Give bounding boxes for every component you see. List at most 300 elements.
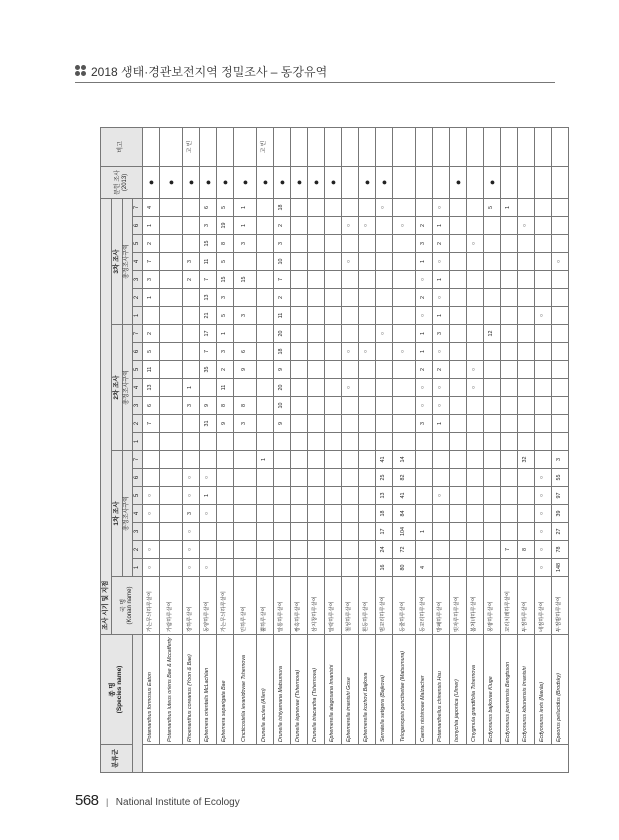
site-value [552,397,569,415]
site-value: 3 [416,415,433,433]
species-name: Cincticostella levanidovae Tshernova [234,635,257,745]
site-value: 84 [393,505,416,523]
site-value [450,271,467,289]
korean-name: 빗자루하루살이 [450,577,467,635]
site-value: 5 [217,198,234,216]
site-value [484,307,501,325]
site-value [200,433,217,451]
remark [359,127,376,166]
site-value [342,559,359,577]
site-value: 8 [217,235,234,253]
species-name: Potamanthellus chinensis Hsu [433,635,450,745]
site-value [535,271,552,289]
site-value: 32 [518,451,535,469]
remark [535,127,552,166]
site-value [450,451,467,469]
site-value [518,361,535,379]
korean-name: 네점하루살이 [535,577,552,635]
site-value [359,559,376,577]
table-row [257,127,274,772]
site-value [552,198,569,216]
site-value: 1 [416,325,433,343]
site-value [325,343,342,361]
col-group-header: 분류군 [101,745,133,773]
remark [416,127,433,166]
site-value [234,523,257,541]
site-value: ○ [183,487,200,505]
site-value [450,487,467,505]
korean-name: 봄처녀하루살이 [467,577,484,635]
footer-organization: National Institute of Ecology [115,797,240,808]
site-value [143,451,160,469]
site-value [200,523,217,541]
species-name: Caenis nishinoae Malzacher [416,635,433,745]
korean-name: 삼지창하루살이 [308,577,325,635]
site-value [274,433,291,451]
site-value [291,307,308,325]
site-value [467,487,484,505]
site-value [393,253,416,271]
site-value [518,379,535,397]
running-header [75,60,555,82]
site-value [518,487,535,505]
site-value [376,361,393,379]
site-value [416,487,433,505]
site-value [376,271,393,289]
site-value: ○ [359,343,376,361]
site-value [160,523,183,541]
table-row [501,127,518,772]
site-value: ○ [143,541,160,559]
site-value [274,523,291,541]
site-value: 8 [234,397,257,415]
site-value: ○ [535,307,552,325]
site-number-header: 6 [133,217,143,235]
korean-name: 두점하루살이 [518,577,535,635]
remark [484,127,501,166]
site-value [501,379,518,397]
site-value: ○ [518,217,535,235]
site-value [234,451,257,469]
site-value [291,415,308,433]
site-value [501,361,518,379]
site-value [376,217,393,235]
site-value: 15 [234,271,257,289]
table-row [393,127,416,772]
site-value [325,307,342,325]
site-value: 15 [200,235,217,253]
species-name: Ephemerella imanishi Gose [342,635,359,745]
literature-mark: ● [325,166,342,198]
site-number-header: 2 [133,541,143,559]
site-value: 1 [433,307,450,325]
site-value [535,379,552,397]
species-name: Cinygmula grandifolia Tshernova [467,635,484,745]
table-row [518,127,535,772]
site-value [450,541,467,559]
site-value: 9 [274,361,291,379]
site-value [291,217,308,235]
literature-mark: ● [183,166,200,198]
table-row [325,127,342,772]
site-value [450,217,467,235]
literature-mark [552,166,569,198]
site-value [450,415,467,433]
site-value [359,469,376,487]
site-value: 41 [393,487,416,505]
site-value: 1 [234,198,257,216]
korean-name: 방패하루살이 [433,577,450,635]
site-value [342,469,359,487]
col-korean-en-label: (Konan name) [127,586,133,625]
site-value [274,541,291,559]
survey-1-sites-header: 총정조사구역 [123,451,133,577]
site-value [393,198,416,216]
site-value [257,469,274,487]
literature-mark: ● [200,166,217,198]
site-value: 7 [143,415,160,433]
site-value [359,325,376,343]
literature-mark [535,166,552,198]
site-value [359,487,376,505]
literature-mark [393,166,416,198]
site-value: ○ [433,379,450,397]
site-value [308,271,325,289]
site-value [518,289,535,307]
literature-mark [467,166,484,198]
site-value: ○ [393,217,416,235]
site-value [342,523,359,541]
site-value [359,235,376,253]
site-value: 80 [393,559,416,577]
site-value: 2 [433,235,450,253]
site-value: 13 [376,487,393,505]
site-value: 10 [274,397,291,415]
site-value [535,415,552,433]
site-value [484,253,501,271]
site-value [342,307,359,325]
site-value: 24 [376,541,393,559]
species-name: Teloganopsis punctisetae (Matsumura) [393,635,416,745]
site-value [518,559,535,577]
literature-mark [416,166,433,198]
site-value: 18 [274,343,291,361]
site-value [450,307,467,325]
species-name: Potamanthus luteus oriens Bae & Mccafferty [160,635,183,745]
remark [342,127,359,166]
site-value [342,451,359,469]
site-value: ○ [467,361,484,379]
remark [552,127,569,166]
site-value [160,487,183,505]
page-footer [75,792,240,808]
site-value: ○ [535,505,552,523]
site-value [376,235,393,253]
site-value: 1 [257,451,274,469]
site-value [234,541,257,559]
site-value [501,217,518,235]
site-value [143,307,160,325]
site-number-header: 2 [133,289,143,307]
site-value [183,235,200,253]
remark [376,127,393,166]
site-value: 3 [234,415,257,433]
site-value [234,505,257,523]
korean-name: 가는무늬하루살이 [143,577,160,635]
site-value: ○ [143,505,160,523]
site-value [257,397,274,415]
site-value [501,559,518,577]
site-value [308,198,325,216]
site-value [257,415,274,433]
site-value [160,451,183,469]
site-value [291,379,308,397]
site-value: 2 [433,361,450,379]
site-value [342,361,359,379]
site-value [393,235,416,253]
site-number-header: 3 [133,523,143,541]
site-value [484,451,501,469]
site-value [535,451,552,469]
site-number-header: 3 [133,271,143,289]
site-value [183,325,200,343]
site-value [535,235,552,253]
korean-name: 쌍혹하루살이 [291,577,308,635]
site-value: 55 [552,469,569,487]
korean-name: 가는무늬하루살이 [217,577,234,635]
site-value: 31 [200,415,217,433]
site-value [484,271,501,289]
site-value [501,451,518,469]
site-value: ○ [200,559,217,577]
page-number: 568 [75,792,99,809]
site-value: 18 [274,198,291,216]
site-value [325,541,342,559]
site-value: ○ [183,523,200,541]
site-value [160,325,183,343]
site-value [359,198,376,216]
site-value: 2 [143,235,160,253]
site-value: ○ [342,217,359,235]
site-value [308,217,325,235]
site-value: ○ [183,559,200,577]
site-value [552,217,569,235]
site-value: ○ [467,379,484,397]
site-value: 7 [143,253,160,271]
site-value [501,397,518,415]
site-value: 2 [416,361,433,379]
survey-3-sites-header: 총정조사구역 [123,198,133,324]
site-value [257,289,274,307]
table-row [552,127,569,772]
site-value [535,361,552,379]
site-value [450,361,467,379]
site-value: ○ [200,505,217,523]
remark: 고 빈 [257,127,274,166]
site-value [325,235,342,253]
site-value: 2 [274,217,291,235]
site-value [325,325,342,343]
site-value [535,343,552,361]
site-value [518,271,535,289]
site-value [376,415,393,433]
literature-mark [433,166,450,198]
site-value: ○ [433,289,450,307]
site-value [183,451,200,469]
site-value: 13 [143,379,160,397]
site-value [308,415,325,433]
site-value: 11 [274,307,291,325]
site-value [160,271,183,289]
site-value [183,289,200,307]
site-value: ○ [433,343,450,361]
site-value: 104 [393,523,416,541]
site-value [552,433,569,451]
site-value: ○ [535,469,552,487]
site-value: 1 [433,415,450,433]
col-korean-header [112,577,143,635]
site-value [450,198,467,216]
site-value [484,361,501,379]
site-value [450,379,467,397]
site-value [393,397,416,415]
site-value [450,325,467,343]
site-value [325,559,342,577]
site-value [484,415,501,433]
site-number-header: 7 [133,325,143,343]
site-value [308,235,325,253]
site-value [535,253,552,271]
site-value: ○ [467,235,484,253]
site-value [257,325,274,343]
site-value [308,559,325,577]
site-value: ○ [416,307,433,325]
site-value [325,289,342,307]
site-value: 20 [274,325,291,343]
table-row [143,127,160,772]
site-value: 35 [200,361,217,379]
site-value [552,289,569,307]
site-value [484,523,501,541]
site-value: 3 [433,325,450,343]
site-value [467,343,484,361]
site-value [416,541,433,559]
species-name: Serratella setigera (Bajkova) [376,635,393,745]
site-value [257,505,274,523]
site-value [359,271,376,289]
site-value: ○ [433,397,450,415]
site-value [291,253,308,271]
site-value [325,523,342,541]
table-row [160,127,183,772]
remark [393,127,416,166]
site-value [325,415,342,433]
four-dots-icon [75,65,87,77]
site-value [467,289,484,307]
site-value [484,487,501,505]
site-value [183,433,200,451]
species-name: Ephemerella atagosana Imanishi [325,635,342,745]
site-value [143,469,160,487]
site-value [416,198,433,216]
site-value [325,379,342,397]
site-value: 1 [433,217,450,235]
site-value: 82 [393,469,416,487]
species-name: Rhoenanthus coreanus (Yoon & Bae) [183,635,200,745]
site-value: 13 [200,289,217,307]
korean-name: 몽땅하루살이 [484,577,501,635]
site-value: 2 [416,289,433,307]
site-value [325,469,342,487]
site-value [552,271,569,289]
site-value: 8 [217,397,234,415]
site-value [257,235,274,253]
site-value [217,487,234,505]
species-survey-table [100,127,569,773]
site-value [518,235,535,253]
remark [291,127,308,166]
site-value: 2 [143,325,160,343]
site-value [183,217,200,235]
header-rule [75,82,555,83]
remark [325,127,342,166]
site-value [342,325,359,343]
site-value [308,397,325,415]
site-value [518,253,535,271]
site-value [308,433,325,451]
site-value [501,271,518,289]
site-value [291,397,308,415]
site-value [376,433,393,451]
site-value [308,505,325,523]
site-value: 15 [217,271,234,289]
site-value [183,343,200,361]
site-value [535,325,552,343]
site-value [501,253,518,271]
site-value: 25 [376,469,393,487]
site-value [416,469,433,487]
site-value [552,307,569,325]
site-value [234,379,257,397]
site-value: 1 [200,487,217,505]
site-value: ○ [359,217,376,235]
site-value [200,451,217,469]
remark [467,127,484,166]
species-name: Isonychia japonica (Ulmer) [450,635,467,745]
site-value: 6 [234,343,257,361]
site-value: 1 [416,523,433,541]
site-value [501,505,518,523]
site-number-header: 4 [133,505,143,523]
col-literature-header: 문헌 조사 (2013) [101,166,143,198]
site-value [291,451,308,469]
site-value [450,523,467,541]
site-value [160,361,183,379]
site-value [450,469,467,487]
remark [234,127,257,166]
col-remark-header: 비고 [101,127,143,166]
site-value: 3 [234,235,257,253]
site-value [501,289,518,307]
site-value [450,397,467,415]
site-value [257,523,274,541]
site-value: 1 [143,289,160,307]
site-value [518,307,535,325]
site-value [501,307,518,325]
site-value [467,397,484,415]
site-value [160,198,183,216]
remark: 고 빈 [183,127,200,166]
